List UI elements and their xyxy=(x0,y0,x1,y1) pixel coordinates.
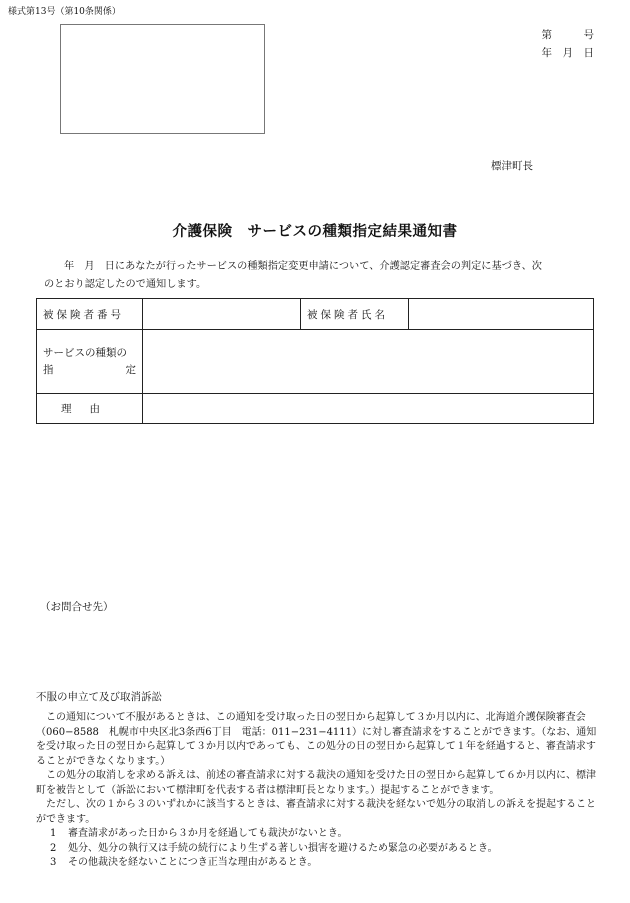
list-item-text: 処分、処分の執行又は手続の続行により生ずる著しい損害を避けるため緊急の必要があるとき。 xyxy=(68,842,498,854)
insured-number-label: 被保険者番号 xyxy=(37,299,143,330)
table-row xyxy=(37,394,594,424)
inquiry-label: （お問合せ先） xyxy=(40,601,114,613)
service-type-label-line2b: 定 xyxy=(125,363,136,376)
insured-name-label: 被保険者氏名 xyxy=(301,299,409,330)
appeal-paragraph-3: ただし、次の１から３のいずれかに該当するときは、審査請求に対する裁決を経ないで処分の取消しの訴えを提起することができます。 xyxy=(36,799,596,825)
intro-line-1: 年 月 日にあなたが行ったサービスの種類指定変更申請について、介護認定審査会の判定に基づき、次 xyxy=(64,261,542,272)
stamp-box xyxy=(60,24,265,134)
list-item-text: 審査請求があった日から３か月を経過しても裁決がないとき。 xyxy=(68,828,348,839)
list-item-text: その他裁決を経ないことにつき正当な理由があるとき。 xyxy=(68,857,318,868)
list-item-number: 3 xyxy=(50,857,57,868)
table-row xyxy=(37,330,594,394)
appeal-heading: 不服の申立て及び取消訴訟 xyxy=(36,691,162,703)
list-item xyxy=(36,827,600,842)
list-item xyxy=(36,842,600,857)
intro-text xyxy=(44,258,604,294)
insured-name-field[interactable] xyxy=(409,299,594,330)
service-type-label-line1: サービスの種類の xyxy=(43,346,127,359)
insured-number-field[interactable] xyxy=(143,299,301,330)
list-item-number: 2 xyxy=(50,842,57,854)
page-title: 介護保険 サービスの種類指定結果通知書 xyxy=(172,223,458,240)
appeal-paragraph-2: この処分の取消しを求める訴えは、前述の審査請求に対する裁決の通知を受けた日の翌日から起算して６か月以内に、標津町を被告として（訴訟において標津町を代表する者は標津町長となります。）提起することができます。 xyxy=(36,770,596,796)
notice-table xyxy=(36,298,594,424)
issuer-name: 標津町長 xyxy=(491,160,533,172)
document-date: 年 月 日 xyxy=(541,47,594,59)
intro-line-2: のとおり認定したので通知します。 xyxy=(44,279,207,290)
list-item xyxy=(36,856,600,871)
reason-field[interactable] xyxy=(143,394,594,424)
table-row xyxy=(37,299,594,330)
appeal-paragraph-1: この通知について不服があるときは、この通知を受け取った日の翌日から起算して３か月以内に、北海道介護保険審査会（060−8588 札幌市中央区北3条西6丁目 電話：011−231−4111）に対し審査請求をすることができます。（なお、通知を受け取った日の翌日から起算して３か月以内であっても、この処分の日の翌日から起算して１年を経過すると、審査請求することができなくなります。） xyxy=(36,712,597,767)
list-item-number: 1 xyxy=(50,828,57,839)
service-type-label-line2a: 指 xyxy=(43,363,54,376)
service-type-field[interactable] xyxy=(143,330,594,394)
service-type-label xyxy=(37,330,143,394)
appeal-text xyxy=(36,711,600,871)
document-number: 第 号 xyxy=(541,29,594,41)
reason-label: 理由 xyxy=(37,394,143,424)
form-number: 様式第13号（第10条関係） xyxy=(8,7,121,17)
